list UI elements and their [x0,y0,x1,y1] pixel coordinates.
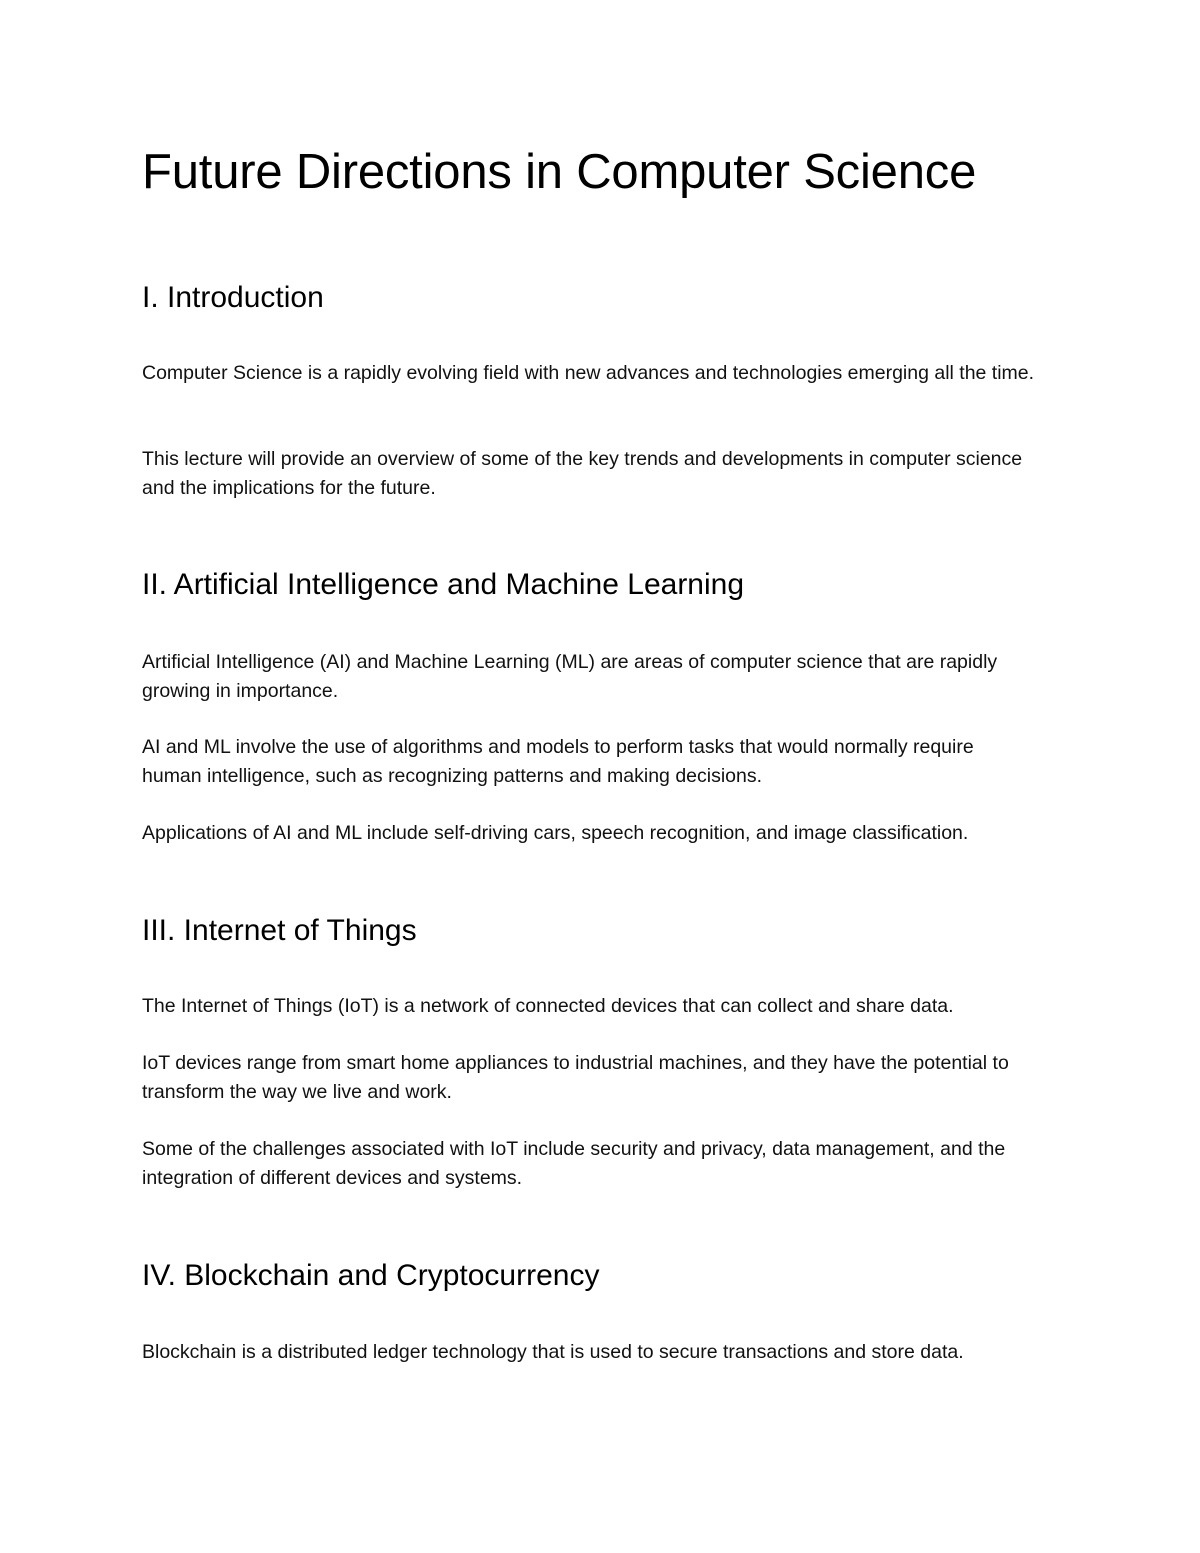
paragraph: The Internet of Things (IoT) is a network of connected devices that can collect and share data. [142,995,954,1017]
paragraph: Some of the challenges associated with IoT include security and privacy, data management, and the integration of different devices and systems. [142,1138,1006,1189]
paragraph: Blockchain is a distributed ledger technology that is used to secure transactions and store data. [142,1341,964,1363]
paragraph: Applications of AI and ML include self-driving cars, speech recognition, and image classification. [142,822,969,844]
paragraph: Computer Science is a rapidly evolving field with new advances and technologies emerging all the time. [142,362,1035,384]
section-heading-ai-ml: II. Artificial Intelligence and Machine Learning [142,568,745,601]
section-heading-iot: III. Internet of Things [142,914,417,947]
document-title: Future Directions in Computer Science [142,145,977,199]
paragraph: IoT devices range from smart home appliances to industrial machines, and they have the potential to transform the way we live and work. [142,1052,1009,1103]
section-heading-blockchain: IV. Blockchain and Cryptocurrency [142,1259,600,1292]
paragraph: Artificial Intelligence (AI) and Machine Learning (ML) are areas of computer science that are rapidly growing in importance. [142,651,998,702]
paragraph: AI and ML involve the use of algorithms and models to perform tasks that would normally require human intelligence, such as recognizing patterns and making decisions. [142,736,974,787]
section-heading-introduction: I. Introduction [142,281,324,314]
paragraph: This lecture will provide an overview of some of the key trends and developments in computer science and the implications for the future. [142,448,1023,499]
